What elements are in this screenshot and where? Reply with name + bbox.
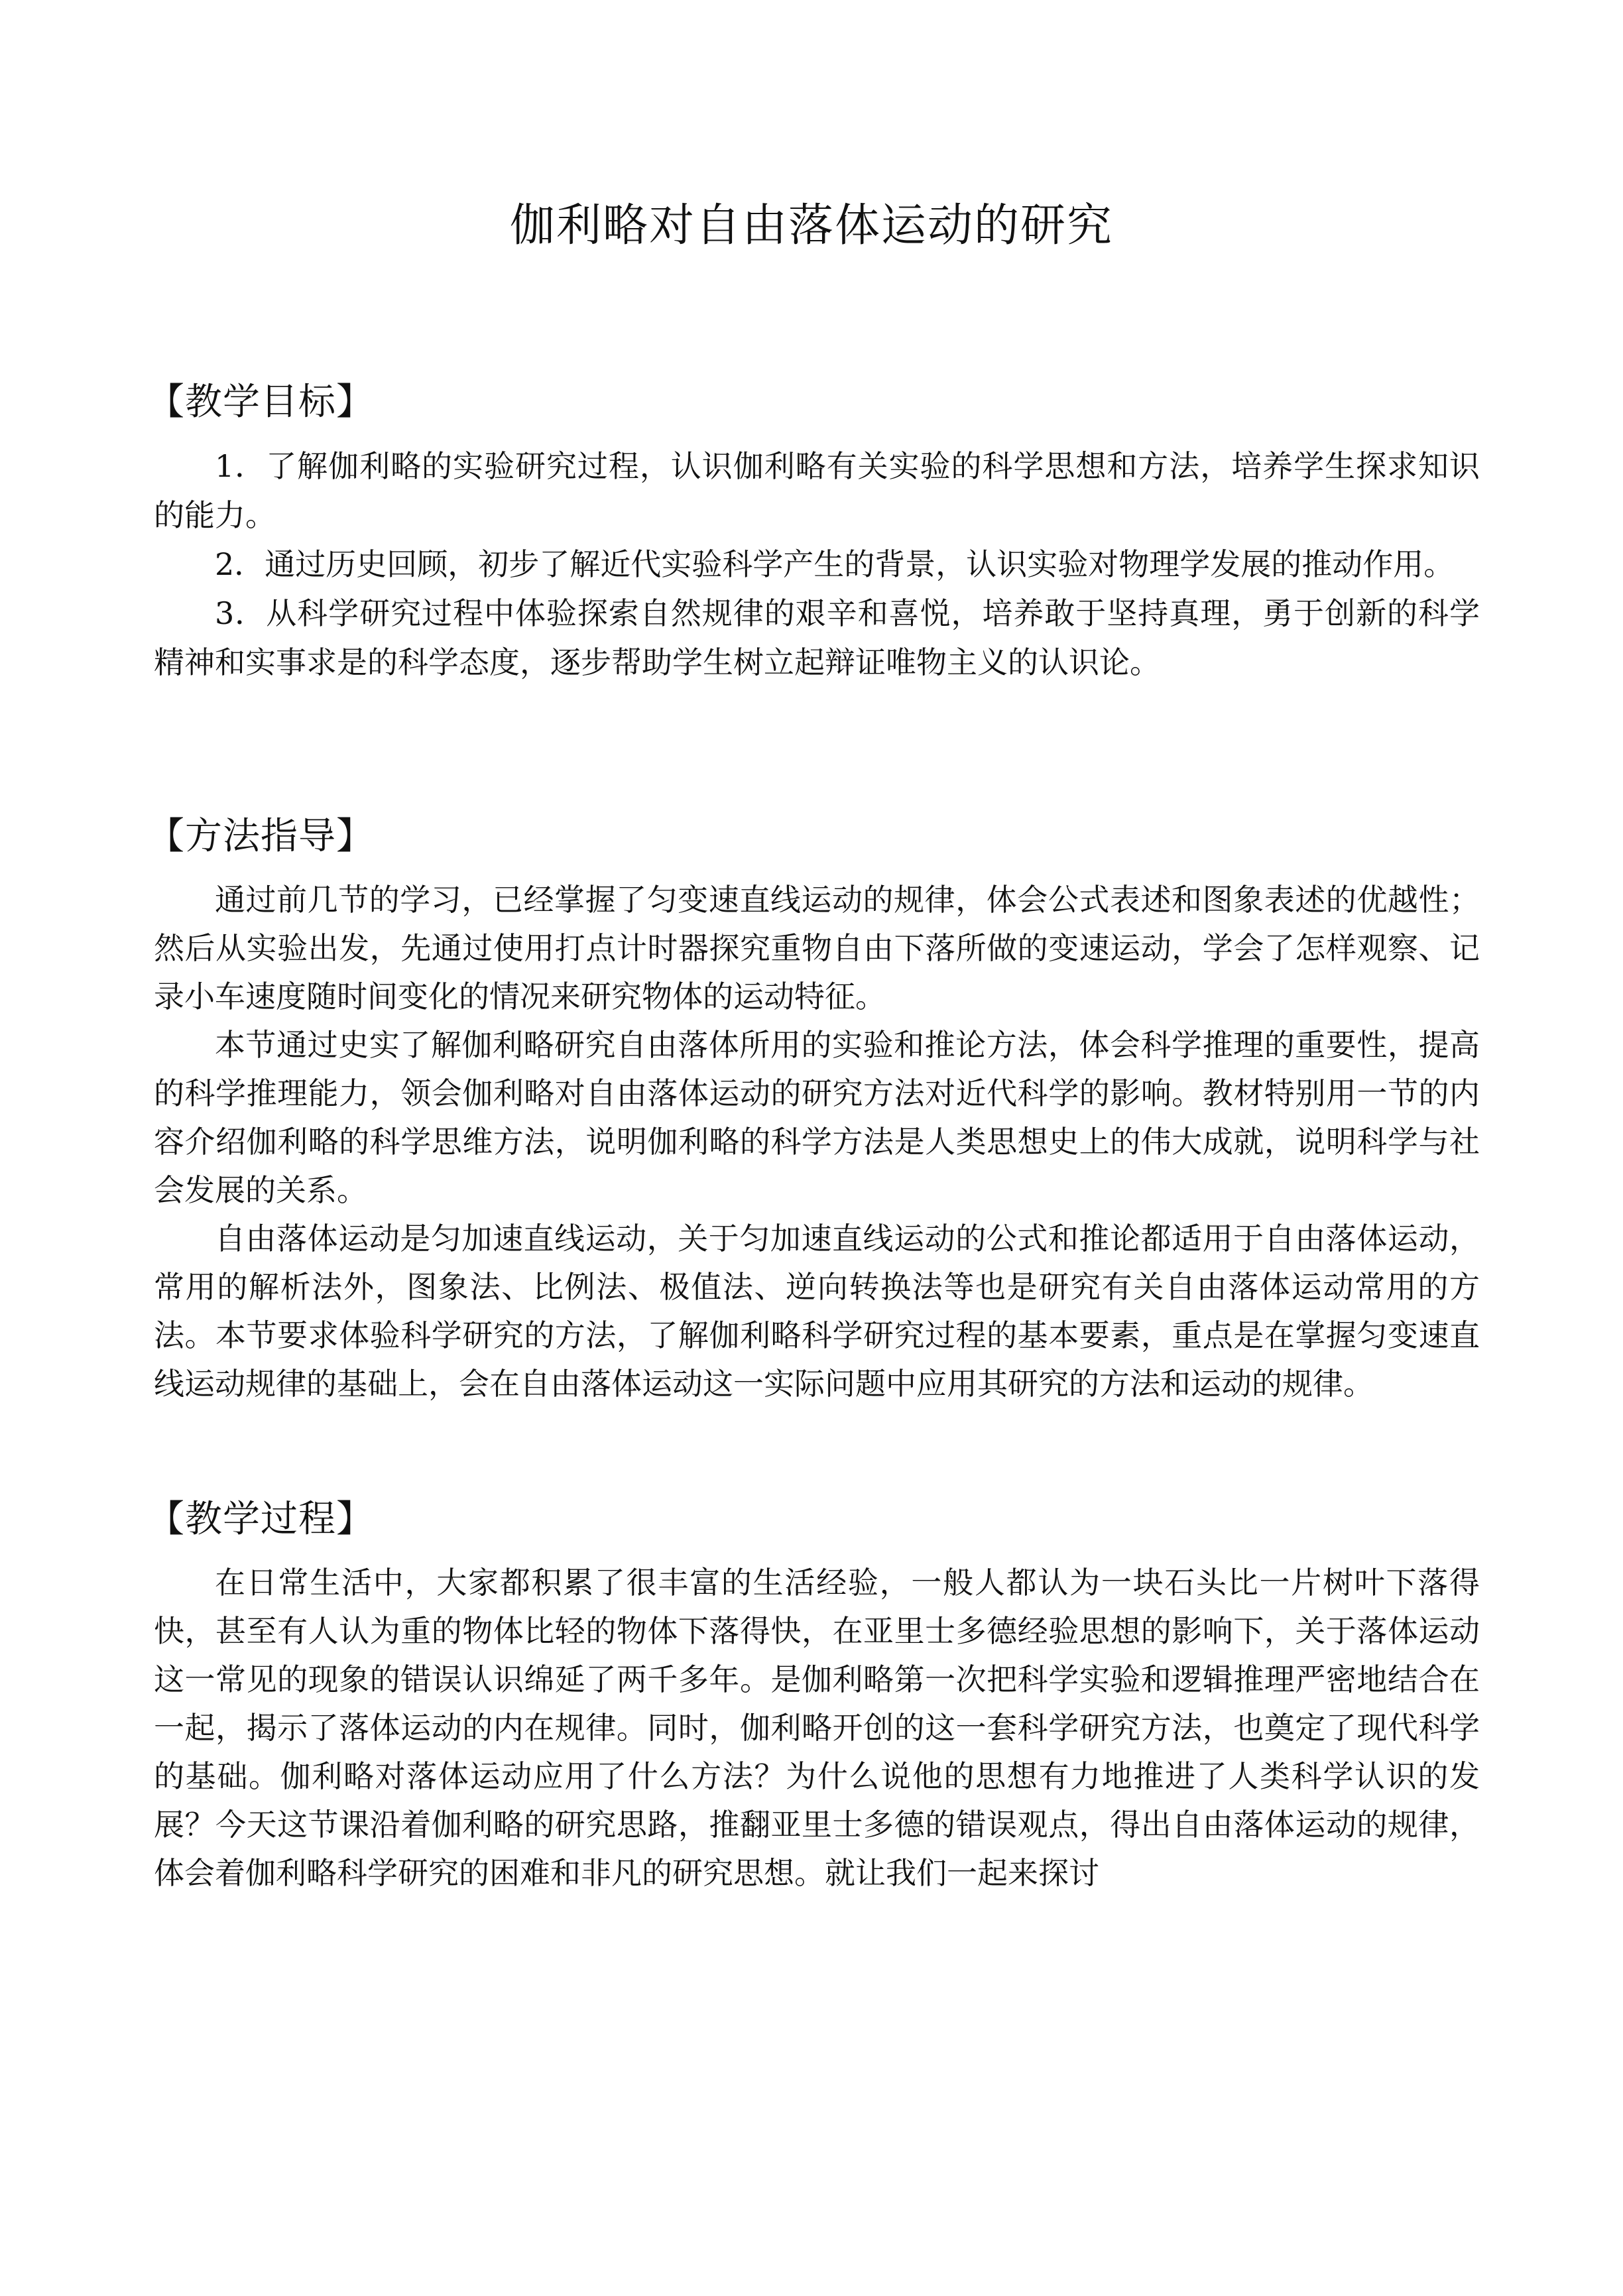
section-heading-method-guidance: 【方法指导】	[147, 815, 374, 858]
goal-paragraph-2: 2．通过历史回顾，初步了解近代实验科学产生的背景，认识实验对物理学发展的推动作用。	[215, 546, 1455, 582]
goal-paragraph-1: 1．了解伽利略的实验研究过程，认识伽利略有关实验的科学思想和方法，培养学生探求知识的能力。	[154, 448, 1480, 533]
section-heading-teaching-process: 【教学过程】	[147, 1498, 374, 1541]
section-teaching-process	[147, 1495, 1480, 1898]
method-paragraph-1: 通过前几节的学习，已经掌握了匀变速直线运动的规律，体会公式表述和图象表述的优越性；然后从实验出发，先通过使用打点计时器探究重物自由下落所做的变速运动，学会了怎样观察、记录小车速度随时间变化的情况来研究物体的运动特征。	[154, 882, 1480, 1014]
section-teaching-goals	[147, 378, 1480, 812]
document-body	[147, 378, 1480, 1898]
section-heading-teaching-goals: 【教学目标】	[147, 381, 374, 424]
document-title: 伽利略对自由落体运动的研究	[509, 200, 1113, 252]
goal-paragraph-3: 3．从科学研究过程中体验探索自然规律的艰辛和喜悦，培养敢于坚持真理，勇于创新的科学精神和实事求是的科学态度，逐步帮助学生树立起辩证唯物主义的认识论。	[154, 595, 1480, 680]
method-paragraph-3: 自由落体运动是匀加速直线运动，关于匀加速直线运动的公式和推论都适用于自由落体运动，常用的解析法外，图象法、比例法、极值法、逆向转换法等也是研究有关自由落体运动常用的方法。本节要求体验科学研究的方法，了解伽利略科学研究过程的基本要素，重点是在掌握匀变速直线运动规律的基础上，会在自由落体运动这一实际问题中应用其研究的方法和运动的规律。	[154, 1221, 1480, 1402]
process-paragraph-1: 在日常生活中，大家都积累了很丰富的生活经验，一般人都认为一块石头比一片树叶下落得快，甚至有人认为重的物体比轻的物体下落得快，在亚里士多德经验思想的影响下，关于落体运动这一常见的现象的错误认识绵延了两千多年。是伽利略第一次把科学实验和逻辑推理严密地结合在一起，揭示了落体运动的内在规律。同时，伽利略开创的这一套科学研究方法，也奠定了现代科学的基础。伽利略对落体运动应用了什么方法？为什么说他的思想有力地推进了人类科学认识的发展？今天这节课沿着伽利略的研究思路，推翻亚里士多德的错误观点，得出自由落体运动的规律，体会着伽利略科学研究的困难和非凡的研究思想。就让我们一起来探讨	[154, 1565, 1480, 1891]
section-method-guidance	[147, 812, 1480, 1495]
method-paragraph-2: 本节通过史实了解伽利略研究自由落体所用的实验和推论方法，体会科学推理的重要性，提高的科学推理能力，领会伽利略对自由落体运动的研究方法对近代科学的影响。教材特别用一节的内容介绍伽利略的科学思维方法，说明伽利略的科学方法是人类思想史上的伟大成就，说明科学与社会发展的关系。	[154, 1027, 1480, 1208]
